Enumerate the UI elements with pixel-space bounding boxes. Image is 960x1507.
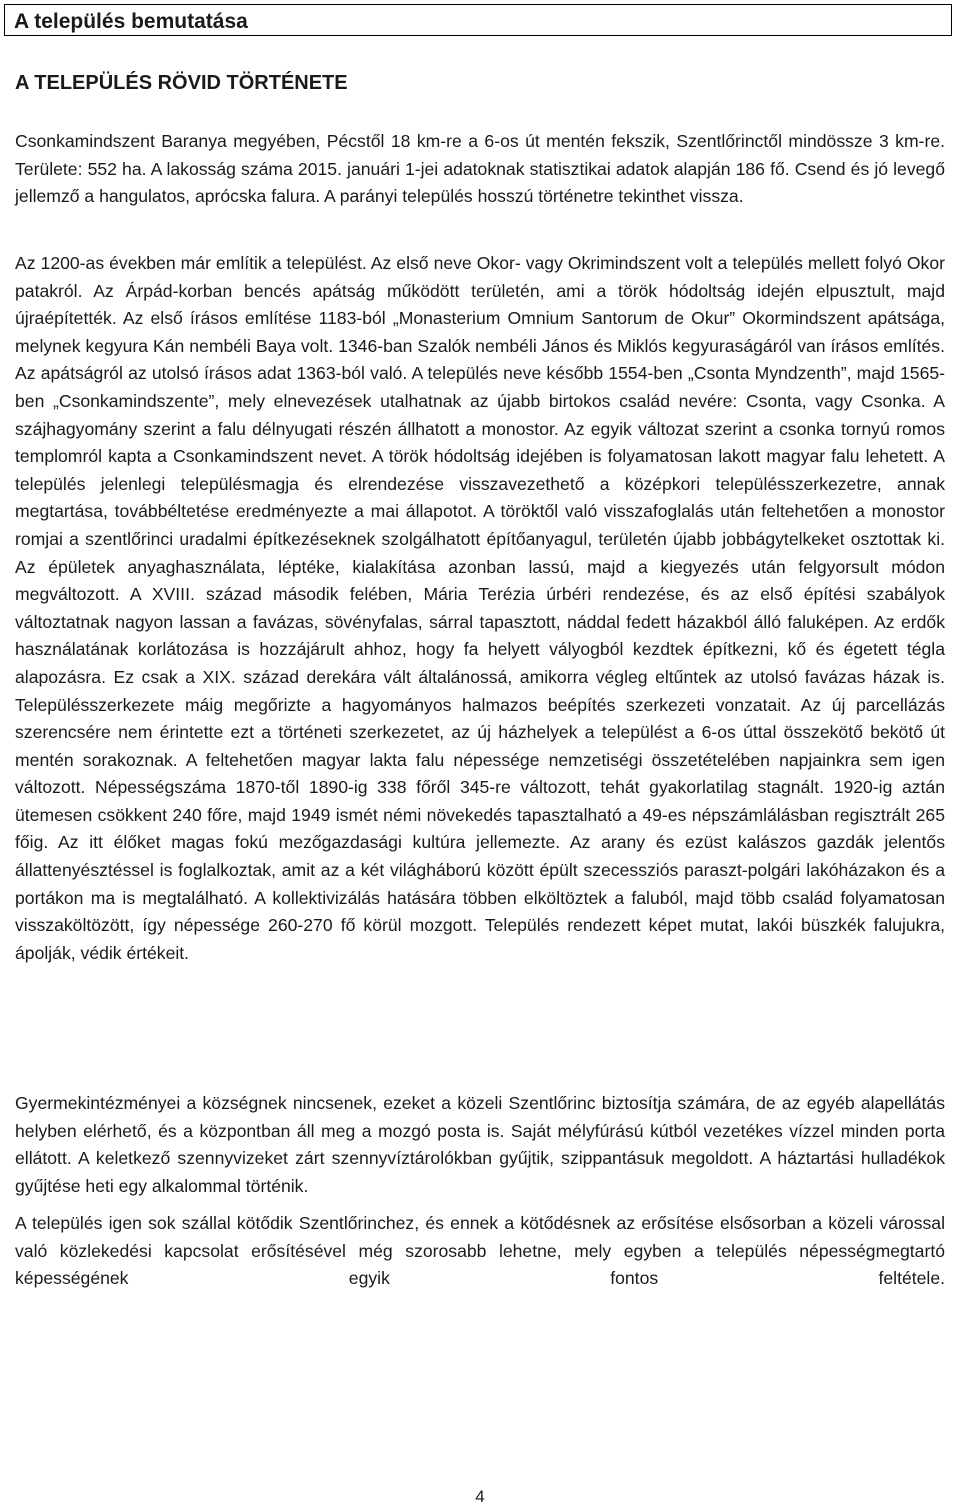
paragraph-services: Gyermekintézményei a községnek nincsenek, ezeket a közeli Szentlőrinc biztosítja számára, de az egyéb alapellátás helyben elérhető, és a központban áll meg a mozgó posta is. Saját mélyfúrású kútból vezetékes vízzel minden porta ellátott. A keletkező szennyvizeket zárt szennyvíztárolókban gyűjtik, szippantásuk megoldott. A háztartási hulladékok gyűjtése heti egy alkalommal történik. [15, 1093, 945, 1196]
paragraph-history: Az 1200-as években már említik a települést. Az első neve Okor- vagy Okrimindszent volt a település mellett folyó Okor patakról. Az Árpád-korban bencés apátság működött területén, ami a török hódoltság idején elpusztult, majd újraépítették. Az első írásos említése 1183-ból „Monasterium Omnium Santorum de Okur” Okormindszent apátsága, melynek kegyura Kán nembéli Baya volt. 1346-ban Szalók nembéli János és Miklós kegyuraságáról van írásos említés. Az apátságról az utolsó írásos adat 1363-ból való. A település neve később 1554-ben „Csonta Myndzenth”, majd 1565-ben „Csonkamindszente”, mely elnevezések utalhatnak az újabb birtokos család nevére: Csonta, vagy Csonka. A szájhagyomány szerint a falu délnyugati részén állhatott a monostor. Az egyik változat szerint a csonka tornyú romos templomról kapta a Csonkamindszent nevet. A török hódoltság idejében is folyamatosan lakott magyar falu lehetett. A település jelenlegi településmagja és elrendezése visszavezethető a középkori településszerkezetre, annak megtartása, továbbéltetése eredményezte a mai állapotot. A töröktől való visszafoglalás után feltehetően a monostor romjai a szentlőrinci uradalmi építkezéseknek szolgálhatott építőanyagul, területén újabb jobbágytelkeket osztottak ki. Az épületek anyaghasználata, léptéke, kialakítása azonban lassú, majd a kiegyezés után felgyorsult módon megváltozott. A XVIII. század második felében, Mária Terézia úrbéri rendezése, és az első építési szabályok változtatnak nagyon lassan a favázas, sövényfalas, sárral tapasztott, náddal fedett házakból álló faluképen. Az erdők használatának korlátozása is hozzájárult ahhoz, hogy fa helyett vályogból kezdtek építkezni, kő és égetett tégla alapozásra. Ez csak a XIX. század derekára vált általánossá, amikorra végleg eltűntek az utolsó favázas házak is. Településszerkezete máig megőrizte a hagyományos halmazos beépítés szerkezeti vonzatait. Az új parcellázás szerencsére nem érintette ezt a történeti szerkezetet, az új házhelyek a települést a 6-os úttal összekötő bekötő út mentén sorakoznak. A feltehetően magyar lakta falu népessége nemzetiségi összetételében napjainkra sem igen változott. Népességszáma 1870-től 1890-ig 338 főről 345-re változott, tehát gyakorlatilag stagnált. 1920-ig aztán ütemesen csökkent 240 főre, majd 1949 ismét némi növekedés tapasztalható a 49-es népszámlálásban regisztrált 265 főig. Az itt élőket magas fokú mezőgazdasági kultúra jellemezte. Az arany és ezüst kalászos gazdák jelentős állattenyésztéssel is foglalkoztak, amit az a két világháború között épült szecessziós paraszt-polgári lakóházakon és a portákon ma is megtalálható. A kollektivizálás hatására többen elköltöztek a faluból, majd több család folyamatosan visszaköltözött, így népessége 260-270 fő körül mozgott. Település rendezett képet mutat, lakói büszkék falujukra, ápolják, védik értékeit. [15, 253, 945, 963]
paragraph-intro: Csonkamindszent Baranya megyében, Pécstől 18 km-re a 6-os út mentén fekszik, Szentlőrinctől mindössze 3 km-re. Területe: 552 ha. A lakosság száma 2015. januári 1-jei adatoknak statisztikai adatok alapján 186 fő. Csend és jó levegő jellemző a hangulatos, aprócska falura. A parányi település hosszú történetre tekinthet vissza. [15, 131, 945, 207]
section-heading: A TELEPÜLÉS RÖVID TÖRTÉNETE [15, 72, 348, 94]
document-title: A település bemutatása [4, 4, 952, 36]
paragraph-connections: A település igen sok szállal kötődik Szentlőrinchez, és ennek a kötődésnek az erősítése elsősorban a közeli várossal való közlekedési kapcsolat erősítésével még szorosabb lehetne, mely egyben a település népességmegtartó képességének egyik fontos feltétele. [15, 1213, 945, 1289]
page-number: 4 [475, 1487, 485, 1506]
